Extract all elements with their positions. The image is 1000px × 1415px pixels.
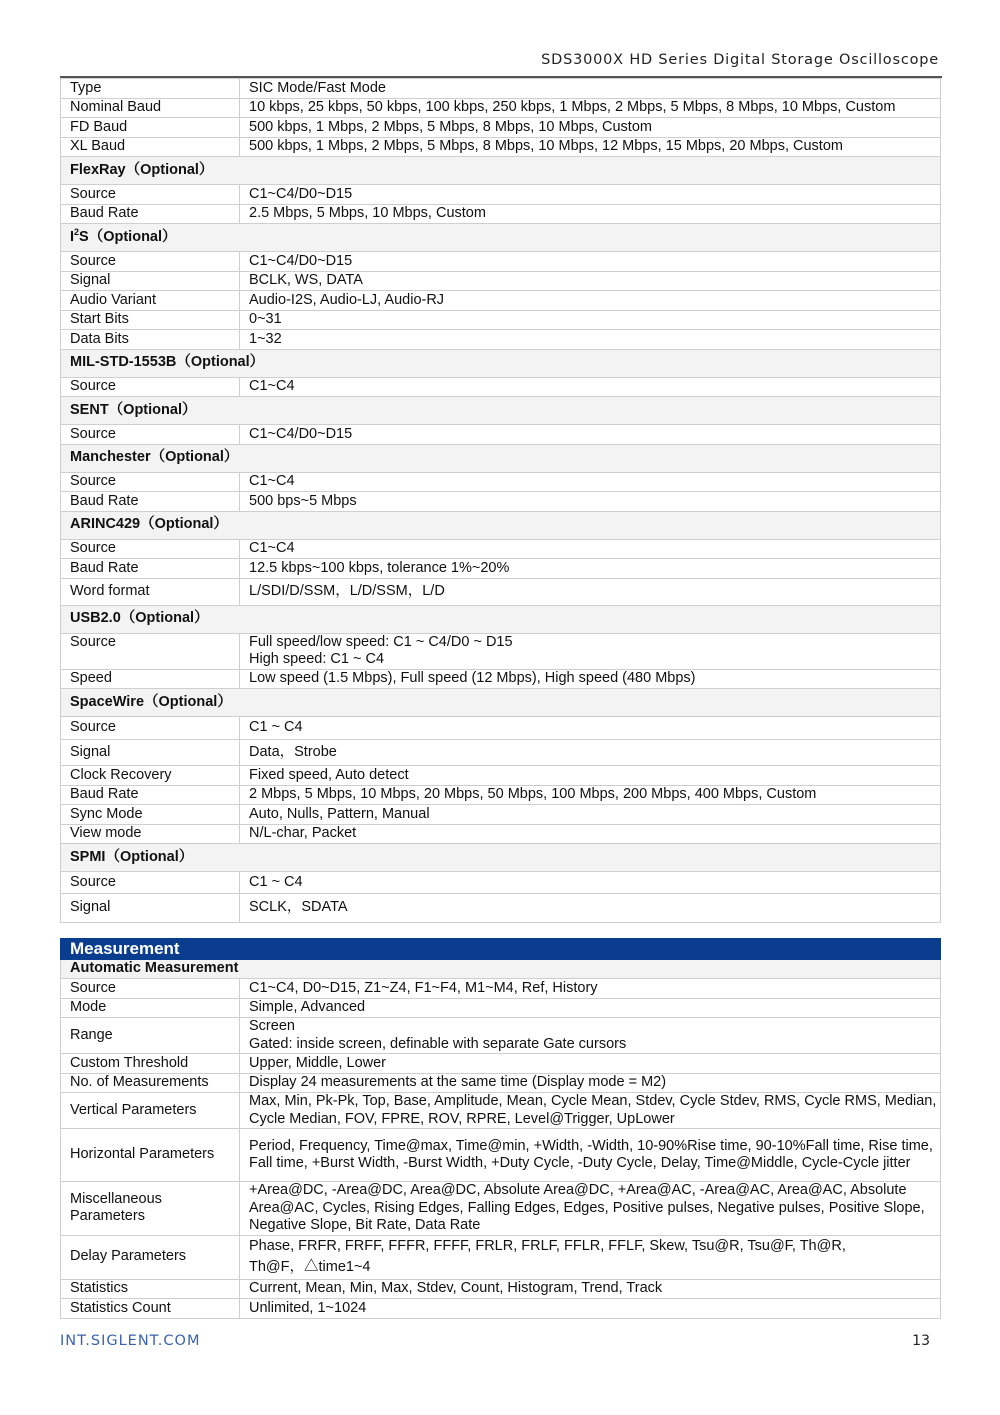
table-row <box>61 578 941 605</box>
spec-value: C1~C4/D0~D15 <box>240 185 941 205</box>
value-line: Screen <box>249 1018 295 1034</box>
spec-key: Miscellaneous Parameters <box>61 1182 240 1236</box>
spec-key: Signal <box>61 740 240 766</box>
spec-value: 12.5 kbps~100 kbps, tolerance 1%~20% <box>240 559 941 579</box>
table-row <box>61 472 941 492</box>
table-row <box>61 1235 941 1279</box>
spec-value: 10 kbps, 25 kbps, 50 kbps, 100 kbps, 250 kbps, 1 Mbps, 2 Mbps, 5 Mbps, 8 Mbps, 10 Mbps, Custom <box>240 98 941 118</box>
spec-key: Source <box>61 717 240 740</box>
spec-key: Word format <box>61 578 240 605</box>
spec-value: 2 Mbps, 5 Mbps, 10 Mbps, 20 Mbps, 50 Mbps, 100 Mbps, 200 Mbps, 400 Mbps, Custom <box>240 785 941 805</box>
table-row <box>61 492 941 512</box>
spec-key: Delay Parameters <box>61 1235 240 1279</box>
section-banner-title: Measurement <box>61 939 941 960</box>
table-row <box>61 185 941 205</box>
spec-value: SCLK，SDATA <box>240 894 941 923</box>
section-title: SPMI（Optional） <box>61 844 941 872</box>
spec-key: Audio Variant <box>61 291 240 311</box>
table-row <box>61 1093 941 1129</box>
table-row <box>61 204 941 224</box>
spec-value: Audio-I2S, Audio-LJ, Audio-RJ <box>240 291 941 311</box>
spec-key: Clock Recovery <box>61 766 240 786</box>
table-row <box>61 539 941 559</box>
spec-value: C1~C4 <box>240 472 941 492</box>
section-header-sent <box>61 397 941 425</box>
spec-key: Source <box>61 539 240 559</box>
table-row <box>61 872 941 894</box>
spec-key: Source <box>61 425 240 445</box>
spec-key: Source <box>61 872 240 894</box>
spec-key: Source <box>61 377 240 397</box>
spec-key: Signal <box>61 271 240 291</box>
value-line: Th@F，△time1~4 <box>249 1259 371 1275</box>
spec-key: Source <box>61 979 240 999</box>
spec-key: FD Baud <box>61 118 240 138</box>
table-row <box>61 766 941 786</box>
spec-value: C1~C4/D0~D15 <box>240 252 941 272</box>
spec-value: Upper, Middle, Lower <box>240 1054 941 1074</box>
value-line: Phase, FRFR, FRFF, FFFR, FFFF, FRLR, FRLF, FFLR, FFLF, Skew, Tsu@R, Tsu@F, Th@R, <box>249 1237 846 1254</box>
measurement-spec-table <box>60 938 941 1319</box>
spec-value: C1~C4, D0~D15, Z1~Z4, F1~F4, M1~M4, Ref, History <box>240 979 941 999</box>
table-row <box>61 979 941 999</box>
spec-value: C1 ~ C4 <box>240 872 941 894</box>
table-row <box>61 425 941 445</box>
spec-key: Baud Rate <box>61 559 240 579</box>
table-row <box>61 330 941 350</box>
spec-value: Current, Mean, Min, Max, Stdev, Count, Histogram, Trend, Track <box>240 1279 941 1299</box>
table-row <box>61 559 941 579</box>
table-row <box>61 633 941 669</box>
spec-value: Low speed (1.5 Mbps), Full speed (12 Mbps), High speed (480 Mbps) <box>240 669 941 689</box>
spec-key: Baud Rate <box>61 492 240 512</box>
spec-value: 2.5 Mbps, 5 Mbps, 10 Mbps, Custom <box>240 204 941 224</box>
spec-value: 500 bps~5 Mbps <box>240 492 941 512</box>
section-title <box>61 224 941 252</box>
value-line: High speed: C1 ~ C4 <box>249 651 385 667</box>
spec-value: +Area@DC, -Area@DC, Area@DC, Absolute Area@DC, +Area@AC, -Area@AC, Area@AC, Absolute Area@AC, Cycles, Rising Edges, Falling Edges, Edges, Positive pulses, Negative pulses, Positive Slope, Negative Slope, Bit Rate, Data Rate <box>240 1182 941 1236</box>
table-row <box>61 717 941 740</box>
spec-key: Baud Rate <box>61 204 240 224</box>
spec-key: No. of Measurements <box>61 1073 240 1093</box>
title-part: I <box>70 228 75 245</box>
document-title: SDS3000X HD Series Digital Storage Oscilloscope <box>541 52 939 68</box>
spec-key: Source <box>61 252 240 272</box>
spec-value: Unlimited, 1~1024 <box>240 1299 941 1319</box>
spec-key: Sync Mode <box>61 805 240 825</box>
spec-value: C1 ~ C4 <box>240 717 941 740</box>
spec-key: Speed <box>61 669 240 689</box>
spec-value: 500 kbps, 1 Mbps, 2 Mbps, 5 Mbps, 8 Mbps, 10 Mbps, 12 Mbps, 15 Mbps, 20 Mbps, Custom <box>240 137 941 157</box>
table-row <box>61 271 941 291</box>
table-row <box>61 785 941 805</box>
spec-key: Type <box>61 79 240 99</box>
spec-key: Nominal Baud <box>61 98 240 118</box>
section-header-flexray <box>61 157 941 185</box>
spec-value <box>240 633 941 669</box>
spec-key: Signal <box>61 894 240 923</box>
spec-value: Max, Min, Pk-Pk, Top, Base, Amplitude, Mean, Cycle Mean, Stdev, Cycle Stdev, RMS, Cycle RMS, Median, Cycle Median, FOV, FPRE, ROV, RPRE, Level@Trigger, UpLower <box>240 1093 941 1129</box>
table-row <box>61 377 941 397</box>
spec-key: Statistics Count <box>61 1299 240 1319</box>
spec-key: Custom Threshold <box>61 1054 240 1074</box>
spec-value: L/SDI/D/SSM，L/D/SSM，L/D <box>240 578 941 605</box>
spec-value: C1~C4 <box>240 539 941 559</box>
table-row <box>61 998 941 1018</box>
table-row <box>61 1054 941 1074</box>
spec-value: 1~32 <box>240 330 941 350</box>
spec-key: Data Bits <box>61 330 240 350</box>
spec-value: Period, Frequency, Time@max, Time@min, +Width, -Width, 10-90%Rise time, 90-10%Fall time, Rise time, Fall time, +Burst Width, -Burst Width, +Duty Cycle, -Duty Cycle, Delay, Time@Middle, Cycle-Cycle jitter <box>240 1129 941 1182</box>
section-title: MIL-STD-1553B（Optional） <box>61 349 941 377</box>
table-row <box>61 1279 941 1299</box>
section-header-arinc429 <box>61 511 941 539</box>
table-row <box>61 1018 941 1054</box>
value-line: Gated: inside screen, definable with separate Gate cursors <box>249 1035 627 1052</box>
spec-key: Range <box>61 1018 240 1054</box>
table-row <box>61 79 941 99</box>
spec-value: Display 24 measurements at the same time (Display mode = M2) <box>240 1073 941 1093</box>
section-header-mil-std-1553b <box>61 349 941 377</box>
section-header-spmi <box>61 844 941 872</box>
table-row <box>61 894 941 923</box>
table-row <box>61 740 941 766</box>
spec-key: Horizontal Parameters <box>61 1129 240 1182</box>
spec-key: Source <box>61 633 240 669</box>
spec-value <box>240 1235 941 1279</box>
page-number: 13 <box>912 1333 930 1349</box>
spec-key: Source <box>61 472 240 492</box>
spec-value: 500 kbps, 1 Mbps, 2 Mbps, 5 Mbps, 8 Mbps, 10 Mbps, Custom <box>240 118 941 138</box>
footer-website-link[interactable]: INT.SIGLENT.COM <box>60 1333 201 1349</box>
table-row <box>61 98 941 118</box>
table-row <box>61 1129 941 1182</box>
spec-value: C1~C4/D0~D15 <box>240 425 941 445</box>
table-row <box>61 310 941 330</box>
section-title: FlexRay（Optional） <box>61 157 941 185</box>
table-row <box>61 118 941 138</box>
section-title: SpaceWire（Optional） <box>61 689 941 717</box>
table-row <box>61 805 941 825</box>
table-row <box>61 1073 941 1093</box>
title-part: S（Optional） <box>79 228 177 245</box>
section-title: USB2.0（Optional） <box>61 605 941 633</box>
protocol-spec-table <box>60 78 941 923</box>
subsection-header <box>61 960 941 979</box>
table-row <box>61 291 941 311</box>
spec-value: Data，Strobe <box>240 740 941 766</box>
measurement-banner <box>61 939 941 960</box>
section-title: ARINC429（Optional） <box>61 511 941 539</box>
section-header-spacewire <box>61 689 941 717</box>
spec-key: View mode <box>61 824 240 844</box>
spec-value: 0~31 <box>240 310 941 330</box>
section-header-usb2 <box>61 605 941 633</box>
section-header-manchester <box>61 444 941 472</box>
value-line: Full speed/low speed: C1 ~ C4/D0 ~ D15 <box>249 633 513 650</box>
table-row <box>61 137 941 157</box>
spec-value: BCLK, WS, DATA <box>240 271 941 291</box>
subsection-title: Automatic Measurement <box>61 960 941 979</box>
spec-key: Source <box>61 185 240 205</box>
section-title: Manchester（Optional） <box>61 444 941 472</box>
spec-key: Mode <box>61 998 240 1018</box>
spec-key: Statistics <box>61 1279 240 1299</box>
title-superscript: 2 <box>74 226 80 237</box>
spec-value: Fixed speed, Auto detect <box>240 766 941 786</box>
table-row <box>61 252 941 272</box>
spec-key: Start Bits <box>61 310 240 330</box>
table-row <box>61 824 941 844</box>
section-title: SENT（Optional） <box>61 397 941 425</box>
table-row <box>61 1182 941 1236</box>
spec-key: Baud Rate <box>61 785 240 805</box>
table-row <box>61 1299 941 1319</box>
spec-key: Vertical Parameters <box>61 1093 240 1129</box>
table-row <box>61 669 941 689</box>
spec-value: SIC Mode/Fast Mode <box>240 79 941 99</box>
spec-value: C1~C4 <box>240 377 941 397</box>
spec-value <box>240 1018 941 1054</box>
spec-value: Simple, Advanced <box>240 998 941 1018</box>
spec-value: N/L-char, Packet <box>240 824 941 844</box>
spec-value: Auto, Nulls, Pattern, Manual <box>240 805 941 825</box>
section-header-i2s <box>61 224 941 252</box>
spec-key: XL Baud <box>61 137 240 157</box>
